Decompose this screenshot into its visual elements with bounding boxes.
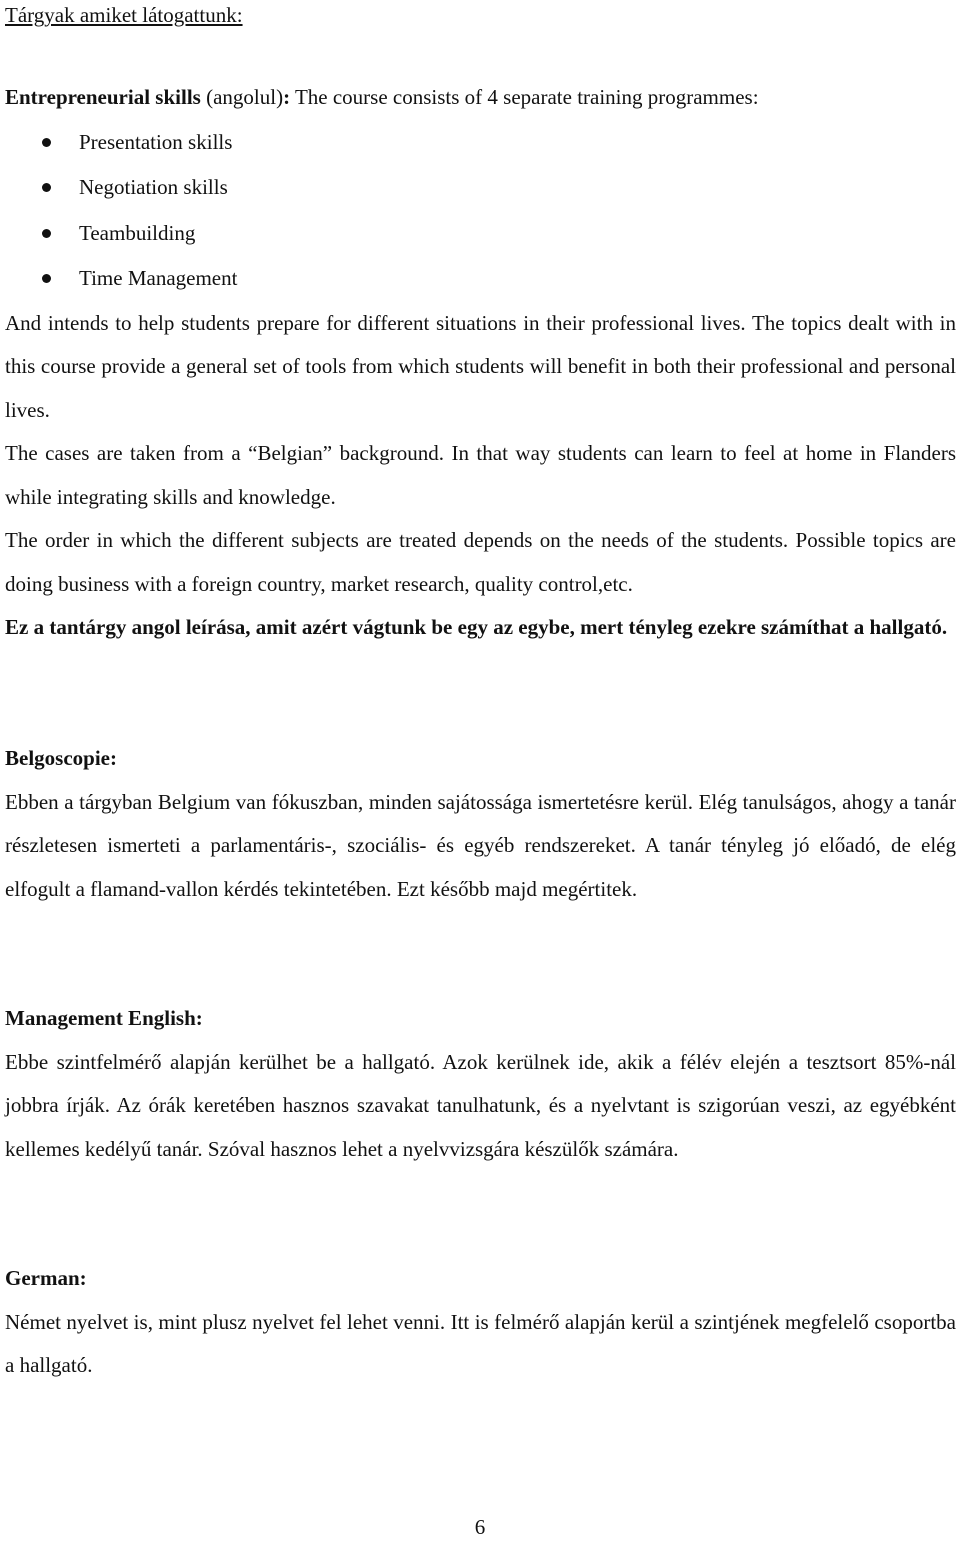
list-item-label: Negotiation skills	[79, 175, 228, 199]
german-text: Német nyelvet is, mint plusz nyelvet fel lehet venni. Itt is felmérő alapján kerül a szintjének megfelelő csoportba a hallgató.	[5, 1309, 956, 1377]
entrepreneurial-colon: :	[283, 85, 291, 109]
entrepreneurial-paragraph-2: The cases are taken from a “Belgian” background. In that way students can learn to feel at home in Flanders while integrating skills and knowledge.	[5, 441, 956, 509]
list-item	[5, 120, 956, 166]
list-item-label: Time Management	[79, 266, 238, 290]
management-english-section	[5, 997, 956, 1171]
list-item	[5, 165, 956, 211]
bullet-icon	[42, 229, 51, 238]
entrepreneurial-paragraph-3: The order in which the different subjects are treated depends on the needs of the students. Possible topics are doing business with a foreign country, market research, quality control,etc.	[5, 528, 956, 596]
bullet-icon	[42, 274, 51, 283]
entrepreneurial-note: Ez a tantárgy angol leírása, amit azért vágtunk be egy az egybe, mert tényleg ezekre számíthat a hallgató.	[5, 615, 948, 639]
management-english-title: Management English:	[5, 1006, 203, 1030]
list-item	[5, 256, 956, 302]
entrepreneurial-lang-note: (angolul)	[200, 85, 284, 109]
belgoscopie-title: Belgoscopie:	[5, 746, 117, 770]
list-item-label: Teambuilding	[79, 220, 196, 245]
page-number: 6	[474, 1515, 486, 1539]
bullet-icon	[42, 138, 51, 147]
entrepreneurial-title: Entrepreneurial skills	[5, 85, 201, 109]
belgoscopie-text: Ebben a tárgyban Belgium van fókuszban, minden sajátossága ismertetésre kerül. Elég tanulságos, ahogy a tanár részletesen ismerteti a parlamentáris-, szociális- és egyéb rendszereket. A tanár tényleg jó előadó, de elég elfogult a flamand-vallon kérdés tekintetében. Ezt később majd megértitek.	[5, 789, 956, 901]
entrepreneurial-section	[5, 76, 956, 650]
bullet-icon	[42, 183, 51, 192]
german-section	[5, 1257, 956, 1388]
list-item-label: Presentation skills	[79, 129, 233, 154]
page-heading: Tárgyak amiket látogattunk:	[5, 3, 243, 27]
list-item	[5, 211, 956, 257]
training-programme-list	[5, 120, 956, 302]
belgoscopie-section	[5, 737, 956, 911]
management-english-text: Ebbe szintfelmérő alapján kerülhet be a hallgató. Azok kerülnek ide, akik a félév elején a tesztsort 85%-nál jobbra írják. Az órák keretében hasznos szavakat tanulhatunk, és a nyelvtant is szigorúan veszi, az egyébként kellemes kedélyű tanár. Szóval hasznos lehet a nyelvvizsgára készülők számára.	[5, 1049, 956, 1161]
entrepreneurial-paragraph-1: And intends to help students prepare for different situations in their professional lives. The topics dealt with in this course provide a general set of tools from which students will benefit in both their professional and personal lives.	[5, 310, 956, 422]
entrepreneurial-intro	[5, 76, 956, 120]
german-title: German:	[5, 1266, 87, 1290]
entrepreneurial-intro-text: The course consists of 4 separate training programmes:	[290, 85, 759, 109]
